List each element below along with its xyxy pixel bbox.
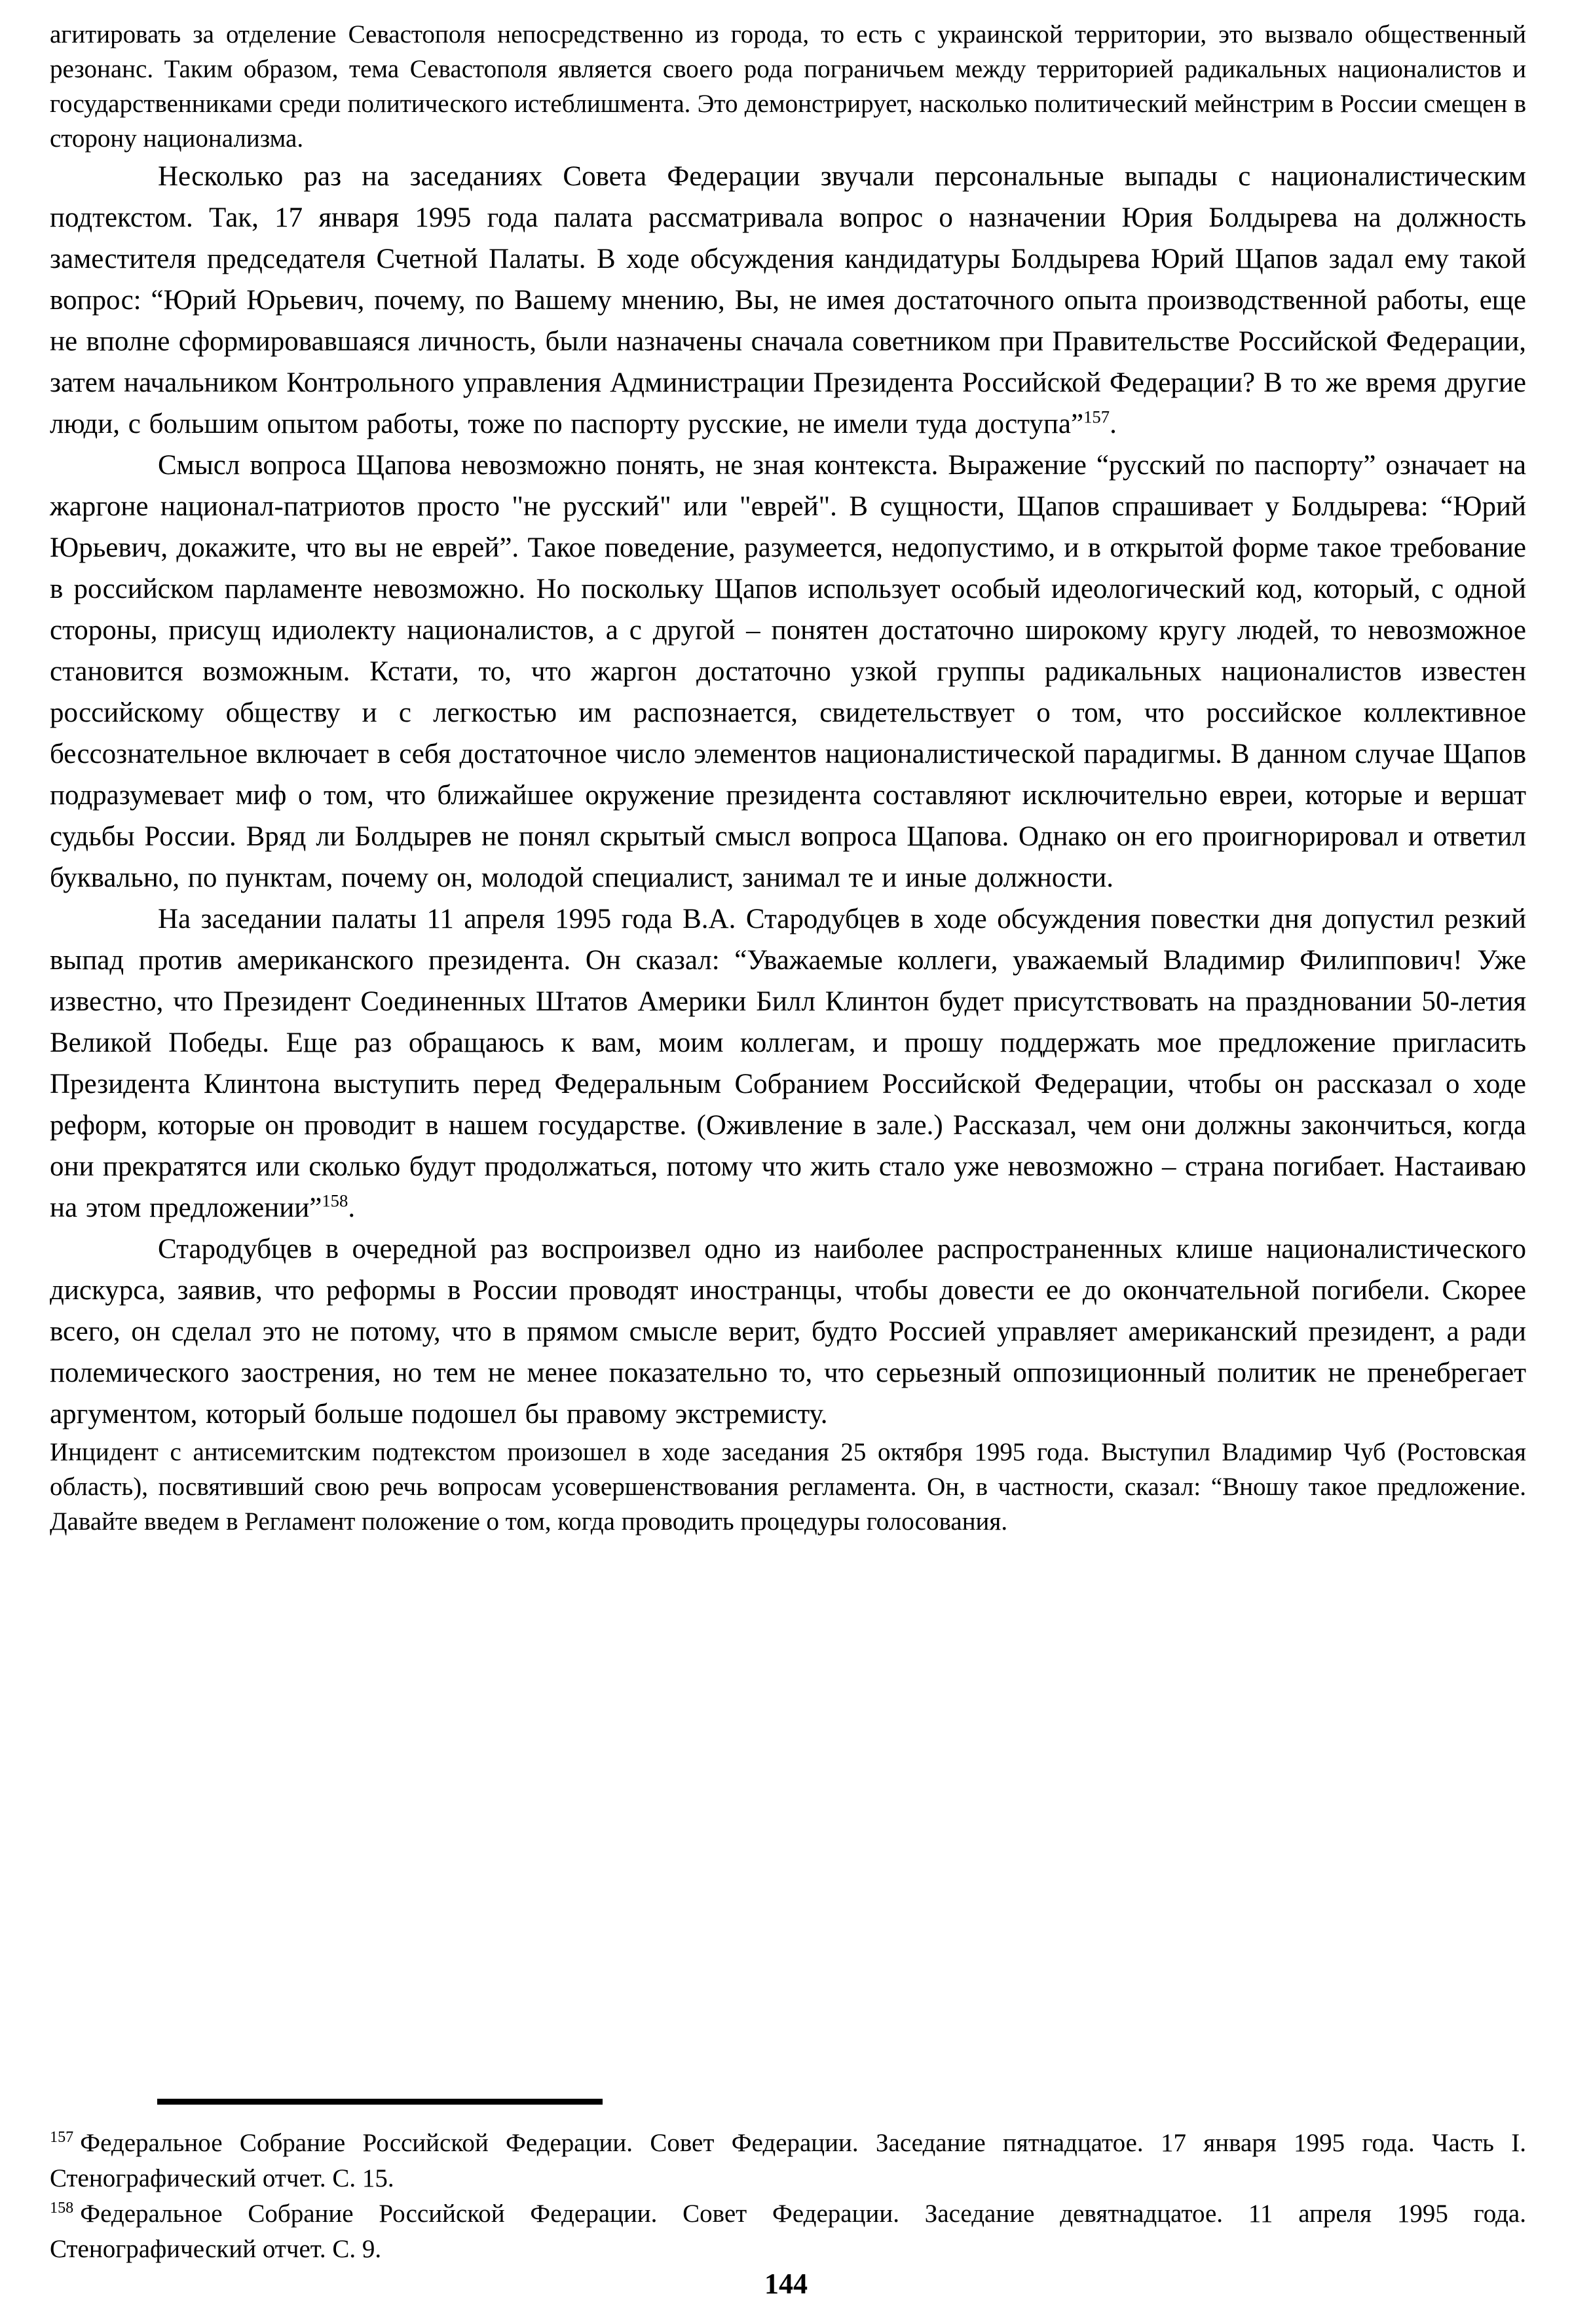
text-body — [50, 17, 1526, 1539]
footnotes — [50, 2126, 1526, 2267]
footnote-marker: 158 — [50, 2199, 74, 2217]
footnote: $^{157}$ Федеральное Собрание Российской Федерации. Совет Федерации. Заседание пятнадцатое. 17 января 1995 года. Часть I. Стенографический отчет. С. 15. — [50, 2128, 1526, 2192]
footnote: $^{158}$ Федеральное Собрание Российской Федерации. Совет Федерации. Заседание девятнадцатое. 11 апреля 1995 года. Стенографический отчет. С. 9. — [50, 2199, 1526, 2263]
page-number: 144 — [764, 2268, 808, 2300]
paragraph: На заседании палаты 11 апреля 1995 года В.А. Стародубцев в ходе обсуждения повестки дня допустил резкий выпад против американского президента. Он сказал: “Уважаемые коллеги, уважаемый Владимир Филиппович! Уже известно, что Президент Соединенных Штатов Америки Билл Клинтон будет присутствовать на праздновании 50-летия Великой Победы. Еще раз обращаюсь к вам, моим коллегам, и прошу поддержать мое предложение пригласить Президента Клинтона выступить перед Федеральным Собранием Российской Федерации, чтобы он рассказал о ходе реформ, которые он проводит в нашем государстве. (Оживление в зале.) Рассказал, чем они должны закончиться, когда они прекратятся или сколько будут продолжаться, потому что жить стало уже невозможно – страна погибает. Настаиваю на этом предложении”$^{158}$. — [50, 904, 1526, 1223]
footnote-reference: 157 — [1083, 407, 1110, 427]
paragraph: Несколько раз на заседаниях Совета Федерации звучали персональные выпады с националистическим подтекстом. Так, 17 января 1995 года палата рассматривала вопрос о назначении Юрия Болдырева на должность заместителя председателя Счетной Палаты. В ходе обсуждения кандидатуры Болдырева Юрий Щапов задал ему такой вопрос: “Юрий Юрьевич, почему, по Вашему мнению, Вы, не имея достаточного опыта производственной работы, еще не вполне сформировавшаяся личность, были назначены сначала советником при Правительстве Российской Федерации, затем начальником Контрольного управления Администрации Президента Российской Федерации? В то же время другие люди, с большим опытом работы, тоже по паспорту русские, не имели туда доступа”$^{157}$. — [50, 161, 1526, 439]
paragraph: Стародубцев в очередной раз воспроизвел одно из наиболее распространенных клише националистического дискурса, заявив, что реформы в России проводят иностранцы, чтобы довести ее до окончательной погибели. Скорее всего, он сделал это не потому, что в прямом смысле верит, будто Россией управляет американский президент, а ради полемического заострения, но тем не менее показательно то, что серьезный оппозиционный политик не пренебрегает аргументом, который больше подошел бы правому экстремисту. — [50, 1234, 1526, 1429]
footnote-reference: 158 — [322, 1190, 348, 1211]
paragraph: Смысл вопроса Щапова невозможно понять, не зная контекста. Выражение “русский по паспорту” означает на жаргоне национал-патриотов просто "не русский" или "еврей". В сущности, Щапов спрашивает у Болдырева: “Юрий Юрьевич, докажите, что вы не еврей”. Такое поведение, разумеется, недопустимо, и в открытой форме такое требование в российском парламенте невозможно. Но поскольку Щапов использует особый идеологический код, который, с одной стороны, присущ идиолекту националистов, а с другой – понятен достаточно широкому кругу людей, то невозможное становится возможным. Кстати, то, что жаргон достаточно узкой группы радикальных националистов известен российскому обществу и с легкостью им распознается, свидетельствует о том, что российское коллективное бессознательное включает в себя достаточное число элементов националистической парадигмы. В данном случае Щапов подразумевает миф о том, что ближайшее окружение президента составляют исключительно евреи, которые и вершат судьбы России. Вряд ли Болдырев не понял скрытый смысл вопроса Щапова. Однако он его проигнорировал и ответил буквально, по пунктам, почему он, молодой специалист, занимал те и иные должности. — [50, 450, 1526, 893]
footnote-separator — [157, 2099, 603, 2105]
footnote-marker: 157 — [50, 2128, 74, 2146]
paragraph: Инцидент с антисемитским подтекстом произошел в ходе заседания 25 октября 1995 года. Выступил Владимир Чуб (Ростовская область), посвятивший свою речь вопросам усовершенствования регламента. Он, в частности, сказал: “Вношу такое предложение. Давайте введем в Регламент положение о том, когда проводить процедуры голосования. — [50, 1438, 1526, 1536]
paragraph: агитировать за отделение Севастополя непосредственно из города, то есть с украинской территории, это вызвало общественный резонанс. Таким образом, тема Севастополя является своего рода пограничьем между территорией радикальных националистов и государственниками среди политического истеблишмента. Это демонстрирует, насколько политический мейнстрим в России смещен в сторону национализма. — [50, 20, 1526, 153]
